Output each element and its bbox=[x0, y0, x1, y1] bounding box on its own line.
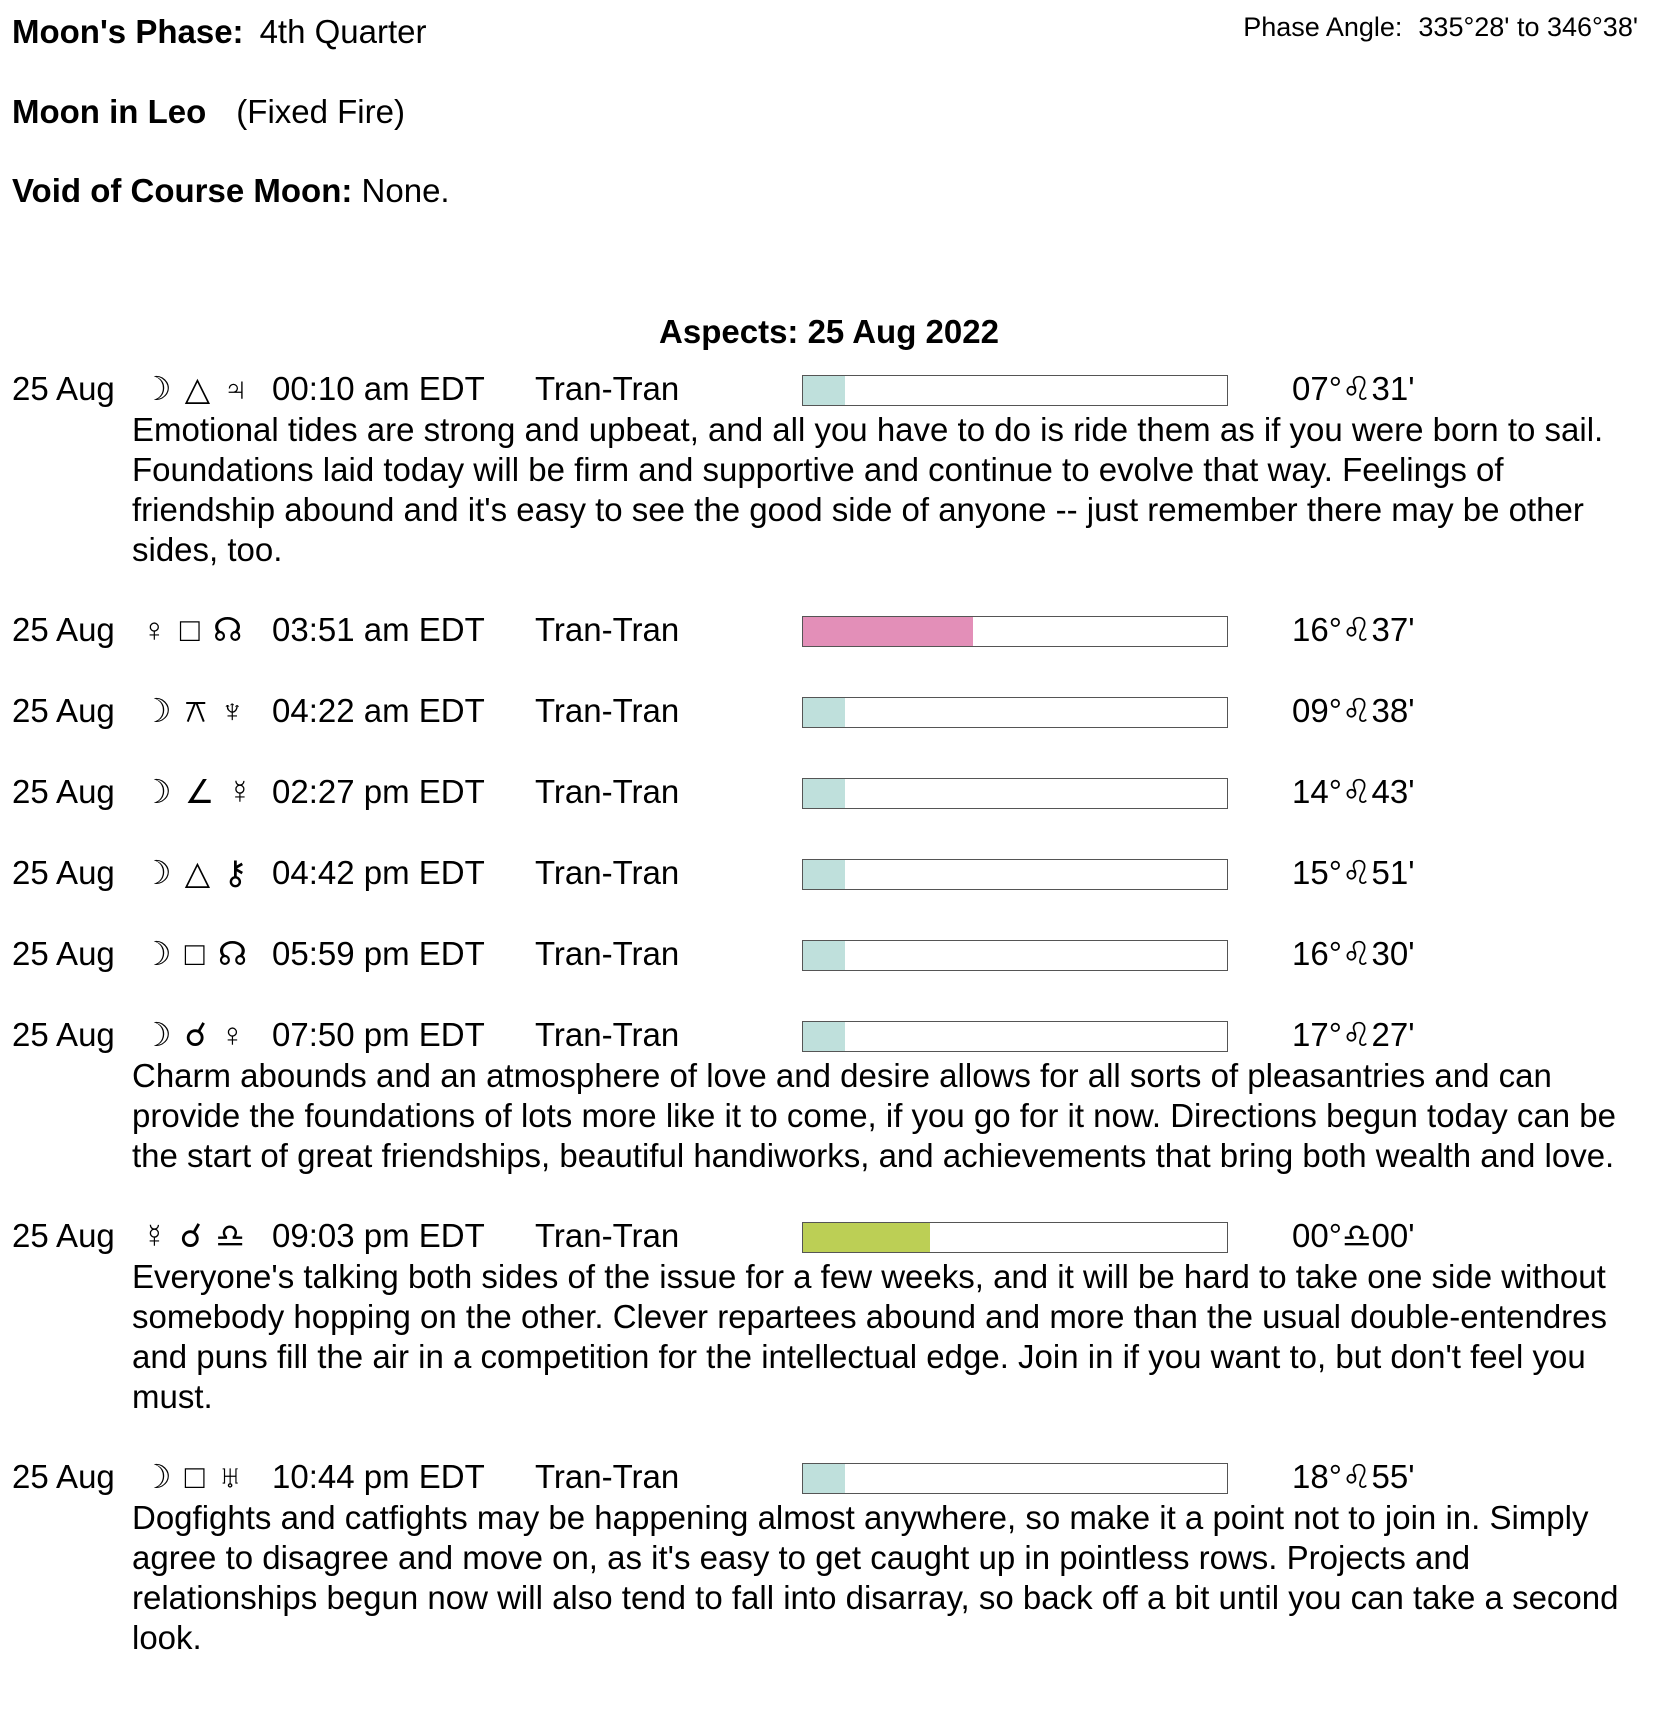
aspect-time: 10:44 pm EDT bbox=[272, 1458, 485, 1495]
aspect-glyphs: ☽ △ ♃ bbox=[142, 370, 251, 407]
aspect-entry bbox=[0, 368, 1658, 570]
aspect-entry bbox=[0, 852, 1658, 894]
aspect-degree: 09°♌38' bbox=[1292, 692, 1415, 729]
aspect-row bbox=[0, 1456, 1658, 1498]
aspect-date: 25 Aug bbox=[12, 1016, 115, 1053]
aspect-date: 25 Aug bbox=[12, 773, 115, 810]
moon-phase-line bbox=[12, 12, 426, 52]
aspect-strength-fill bbox=[803, 779, 845, 808]
aspect-entry bbox=[0, 1014, 1658, 1176]
aspect-row bbox=[0, 852, 1658, 894]
aspect-date: 25 Aug bbox=[12, 1217, 115, 1254]
aspect-strength-bar bbox=[802, 1222, 1228, 1253]
aspect-degree: 16°♌37' bbox=[1292, 611, 1415, 648]
aspect-strength-bar bbox=[802, 375, 1228, 406]
aspect-glyphs: ♀ □ ☊ bbox=[142, 611, 245, 648]
aspect-glyphs: ☿ ☌ ♎ bbox=[142, 1217, 247, 1254]
aspect-strength-fill bbox=[803, 1223, 930, 1252]
aspect-glyphs: ☽ ⚻ ♆ bbox=[142, 692, 247, 729]
aspect-strength-bar bbox=[802, 940, 1228, 971]
aspect-strength-bar bbox=[802, 1463, 1228, 1494]
aspect-type: Tran-Tran bbox=[535, 773, 680, 810]
aspect-type: Tran-Tran bbox=[535, 370, 680, 407]
aspect-date: 25 Aug bbox=[12, 935, 115, 972]
aspect-strength-fill bbox=[803, 698, 845, 727]
aspect-strength-fill bbox=[803, 376, 845, 405]
aspect-degree: 18°♌55' bbox=[1292, 1458, 1415, 1495]
aspect-time: 00:10 am EDT bbox=[272, 370, 485, 407]
aspect-entry bbox=[0, 1456, 1658, 1658]
aspect-date: 25 Aug bbox=[12, 692, 115, 729]
aspect-strength-bar bbox=[802, 1021, 1228, 1052]
aspect-row bbox=[0, 1014, 1658, 1056]
aspect-time: 09:03 pm EDT bbox=[272, 1217, 485, 1254]
aspect-type: Tran-Tran bbox=[535, 935, 680, 972]
moon-sign-label: Moon in Leo bbox=[12, 93, 207, 130]
aspect-type: Tran-Tran bbox=[535, 1458, 680, 1495]
moon-phase-value: 4th Quarter bbox=[259, 13, 427, 50]
aspect-description: Charm abounds and an atmosphere of love and desire allows for all sorts of pleasantries and can provide the foundations of lots more like it to come, if you go for it now. Directions begun today can be the start of great friendships, beautiful handiworks, and achievements that bring both wealth and love. bbox=[132, 1057, 1617, 1174]
aspect-glyphs: ☽ ☌ ♀ bbox=[142, 1016, 247, 1053]
aspect-entry bbox=[0, 771, 1658, 813]
aspect-row bbox=[0, 771, 1658, 813]
aspect-glyphs: ☽ □ ☊ bbox=[142, 935, 250, 972]
aspect-strength-fill bbox=[803, 617, 973, 646]
aspect-strength-bar bbox=[802, 616, 1228, 647]
aspect-strength-fill bbox=[803, 1022, 845, 1051]
void-of-course-value: None. bbox=[361, 172, 450, 209]
aspect-entry bbox=[0, 690, 1658, 732]
aspect-time: 04:42 pm EDT bbox=[272, 854, 485, 891]
aspect-entry bbox=[0, 1215, 1658, 1417]
aspect-strength-fill bbox=[803, 941, 845, 970]
aspect-date: 25 Aug bbox=[12, 611, 115, 648]
aspect-degree: 07°♌31' bbox=[1292, 370, 1415, 407]
aspect-row bbox=[0, 609, 1658, 651]
void-of-course-line bbox=[12, 171, 450, 211]
aspect-description: Dogfights and catfights may be happening almost anywhere, so make it a point not to join in. Simply agree to disagree and move on, as it's easy to get caught up in pointless rows. Projects and relationships begun now will also tend to fall into disarray, so back off a bit until you can take a second look. bbox=[132, 1499, 1619, 1656]
aspect-type: Tran-Tran bbox=[535, 692, 680, 729]
aspect-time: 02:27 pm EDT bbox=[272, 773, 485, 810]
aspect-entry bbox=[0, 609, 1658, 651]
aspect-strength-fill bbox=[803, 1464, 845, 1493]
aspect-glyphs: ☽ ∠ ☿ bbox=[142, 773, 255, 810]
aspect-strength-fill bbox=[803, 860, 845, 889]
aspect-degree: 14°♌43' bbox=[1292, 773, 1415, 810]
phase-angle-label: Phase Angle: bbox=[1243, 12, 1403, 42]
aspect-entry bbox=[0, 933, 1658, 975]
aspect-row bbox=[0, 368, 1658, 410]
aspect-time: 07:50 pm EDT bbox=[272, 1016, 485, 1053]
aspect-degree: 15°♌51' bbox=[1292, 854, 1415, 891]
aspect-description: Emotional tides are strong and upbeat, and all you have to do is ride them as if you were born to sail. Foundations laid today will be firm and supportive and continue to evolve that way. Feelings of friendship abound and it's easy to see the good side of anyone -- just remember there may be other sides, too. bbox=[132, 411, 1604, 568]
aspect-degree: 17°♌27' bbox=[1292, 1016, 1415, 1053]
aspect-degree: 00°♎00' bbox=[1292, 1217, 1415, 1254]
aspect-row bbox=[0, 933, 1658, 975]
aspect-type: Tran-Tran bbox=[535, 1217, 680, 1254]
phase-angle bbox=[1243, 10, 1638, 44]
aspect-row bbox=[0, 1215, 1658, 1257]
aspect-glyphs: ☽ △ ⚷ bbox=[142, 854, 250, 891]
moon-phase-label: Moon's Phase: bbox=[12, 13, 244, 50]
aspect-glyphs: ☽ □ ♅ bbox=[142, 1458, 245, 1495]
moon-sign-value: (Fixed Fire) bbox=[236, 93, 405, 130]
aspect-type: Tran-Tran bbox=[535, 611, 680, 648]
phase-angle-value: 335°28' to 346°38' bbox=[1418, 12, 1638, 42]
aspect-date: 25 Aug bbox=[12, 854, 115, 891]
aspects-title: Aspects: 25 Aug 2022 bbox=[659, 313, 999, 350]
aspect-time: 05:59 pm EDT bbox=[272, 935, 485, 972]
aspect-time: 04:22 am EDT bbox=[272, 692, 485, 729]
aspect-row bbox=[0, 690, 1658, 732]
void-of-course-label: Void of Course Moon: bbox=[12, 172, 353, 209]
aspect-strength-bar bbox=[802, 859, 1228, 890]
aspects-list bbox=[0, 368, 1658, 1697]
aspect-type: Tran-Tran bbox=[535, 854, 680, 891]
aspect-degree: 16°♌30' bbox=[1292, 935, 1415, 972]
aspect-strength-bar bbox=[802, 778, 1228, 809]
aspect-description: Everyone's talking both sides of the issue for a few weeks, and it will be hard to take one side without somebody hopping on the other. Clever repartees abound and more than the usual double-entendres and puns fill the air in a competition for the intellectual edge. Join in if you want to, but don't feel you must. bbox=[132, 1258, 1608, 1415]
aspect-date: 25 Aug bbox=[12, 370, 115, 407]
aspect-type: Tran-Tran bbox=[535, 1016, 680, 1053]
aspect-date: 25 Aug bbox=[12, 1458, 115, 1495]
aspect-time: 03:51 am EDT bbox=[272, 611, 485, 648]
moon-sign-line bbox=[12, 92, 405, 132]
aspect-strength-bar bbox=[802, 697, 1228, 728]
